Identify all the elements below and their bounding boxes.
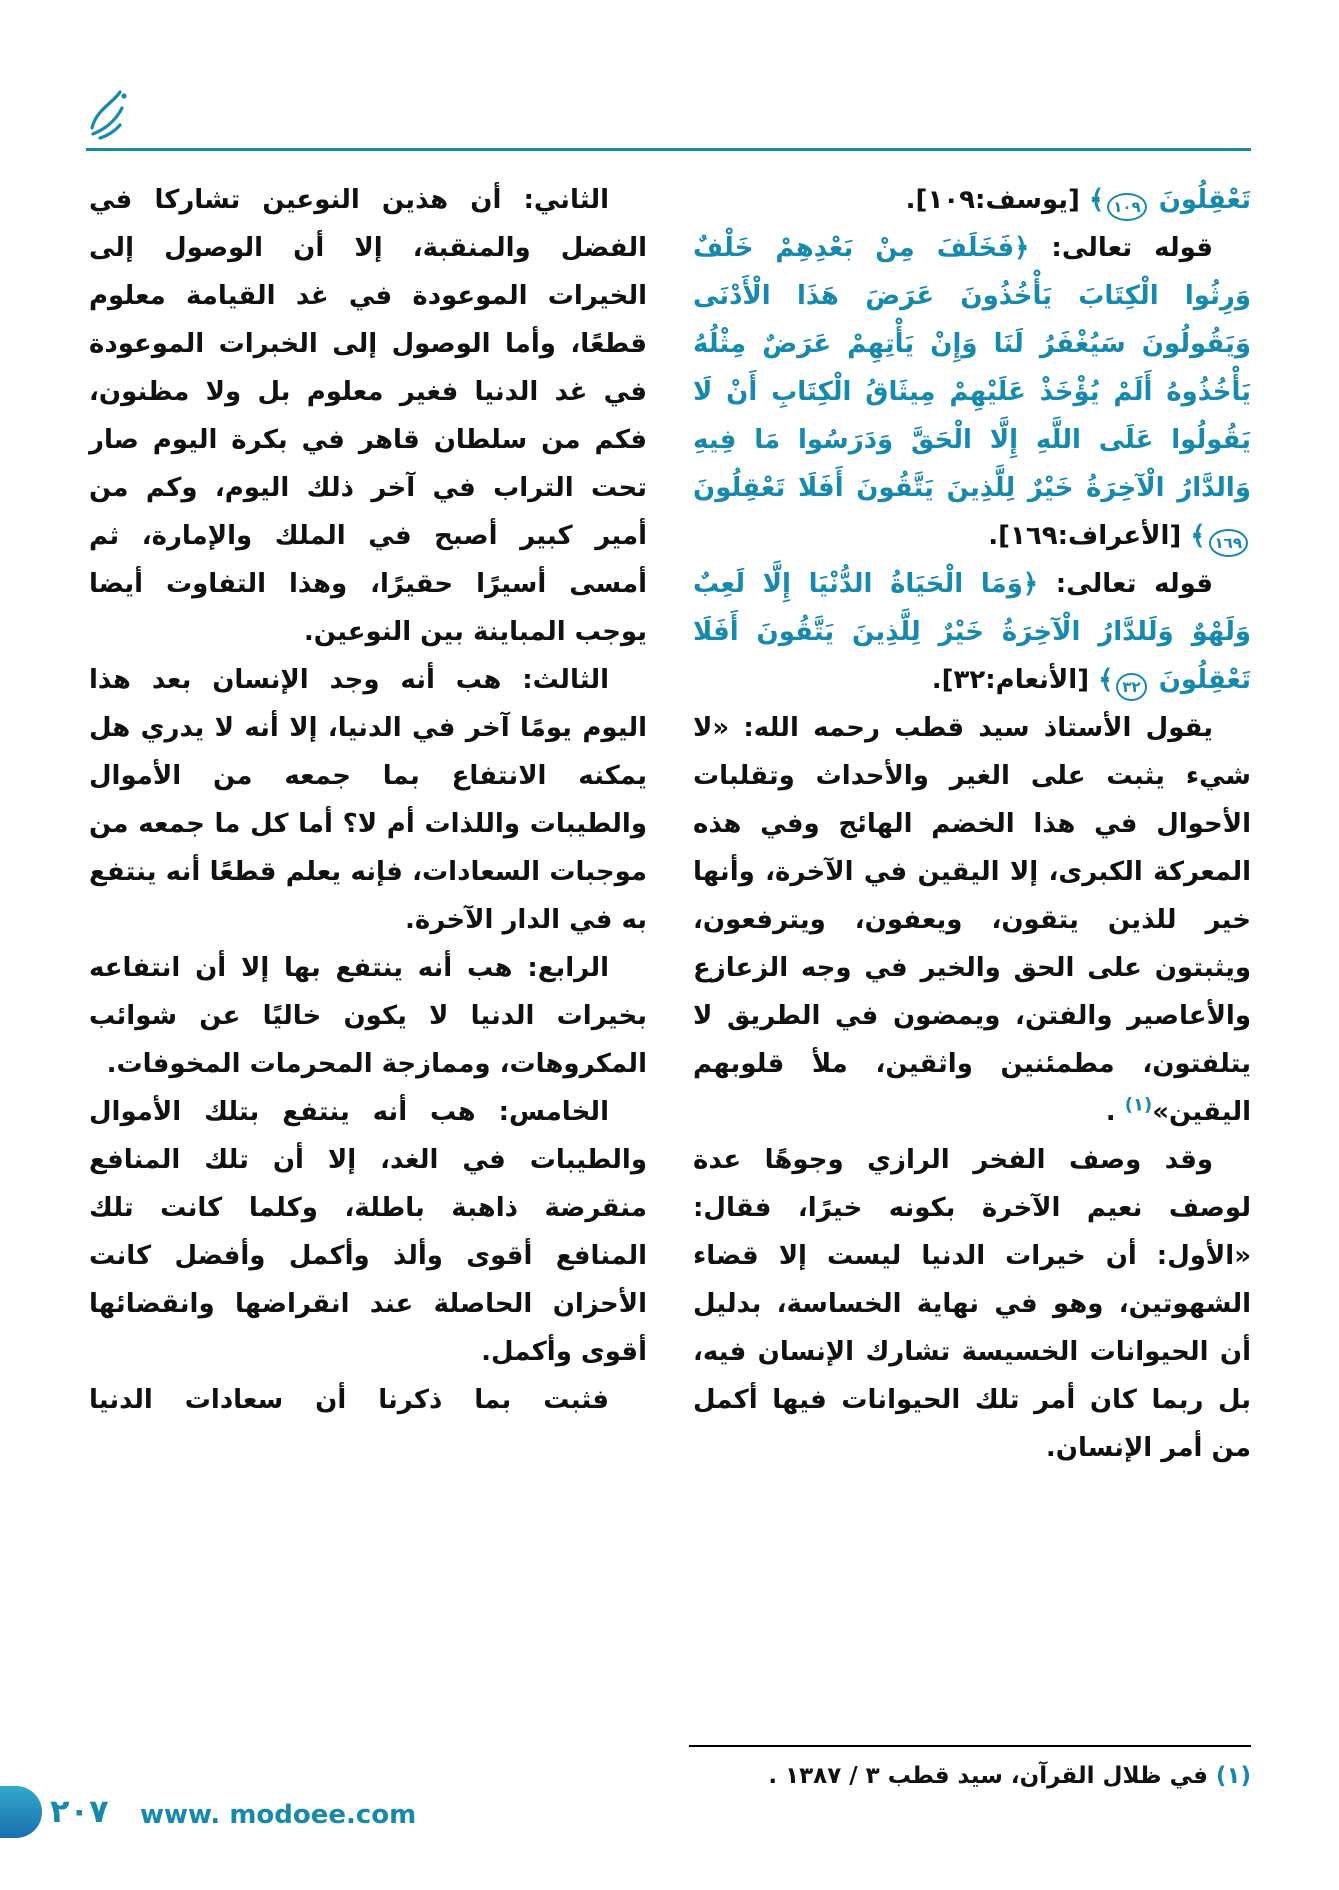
body-text: أن هذين النوعين تشاركا في الفضل والمنقبة، إلا أن الوصول إلى الخيرات الموعودة في غد القيامة معلوم قطعًا، وأما الوصول إلى الخبرات الموعودة في غد الدنيا فغير معلوم بل ولا مظنون، فكم من سلطان قاهر في بكرة اليوم صار تحت التراب في آخر ذلك اليوم، وكم من أمير كبير أصبح في الملك والإمارة، ثم أمسى أسيرًا حقيرًا، وهذا التفاوت أيضا يوجب المباينة بين النوعين. <box>89 185 647 647</box>
body-text: هب أنه ينتفع بها إلا أن انتفاعه بخيرات الدنيا لا يكون خاليًا عن شوائب المكروهات، وممازجة المحرمات المخوفات. <box>89 953 647 1079</box>
ayah-number-badge: ١٦٩ <box>1209 529 1248 557</box>
verse-reference: [الأنعام:٣٢]. <box>931 665 1099 695</box>
paragraph <box>89 1088 647 1376</box>
paragraph <box>693 560 1251 704</box>
quran-verse-text: ﴾ <box>1190 521 1206 551</box>
page-number: ٢٠٧ <box>50 1792 109 1830</box>
speech-intro: قوله تعالى: <box>1038 569 1213 599</box>
paragraph <box>693 1136 1251 1472</box>
quran-verse-text: ﴾ <box>1088 185 1105 215</box>
paragraph <box>89 1376 647 1424</box>
paragraph <box>89 176 647 656</box>
website-url: www. modoee.com <box>140 1800 417 1830</box>
footnote <box>689 1745 1251 1795</box>
footnote-separator <box>689 1745 1251 1747</box>
body-text: فثبت بما ذكرنا أن سعادات الدنيا <box>89 1385 609 1415</box>
column-left <box>89 176 647 1424</box>
speech-intro: قوله تعالى: <box>1029 233 1213 263</box>
calligraphy-ornament-icon <box>84 86 130 142</box>
body-text: . <box>1105 1097 1125 1127</box>
paragraph-lead: الرابع: <box>527 953 609 983</box>
quran-verse-text: ﴿فَخَلَفَ مِنْ بَعْدِهِمْ خَلْفٌ وَرِثُوا الْكِتَابَ يَأْخُذُونَ عَرَضَ هَذَا الْأَدْنَى وَيَقُولُونَ سَيُغْفَرُ لَنَا وَإِنْ يَأْتِهِمْ عَرَضٌ مِثْلُهُ يَأْخُذُوهُ أَلَمْ يُؤْخَذْ عَلَيْهِمْ مِيثَاقُ الْكِتَابِ أَنْ لَا يَقُولُوا عَلَى اللَّهِ إِلَّا الْحَقَّ وَدَرَسُوا مَا فِيهِ وَالدَّارُ الْآخِرَةُ خَيْرٌ لِلَّذِينَ يَتَّقُونَ أَفَلَا تَعْقِلُونَ <box>693 233 1251 503</box>
footnote-reference-marker: (١) <box>1124 1094 1153 1116</box>
paragraph <box>693 224 1251 560</box>
paragraph <box>693 704 1251 1136</box>
paragraph <box>693 176 1251 224</box>
quran-verse-text: ﴾ <box>1098 665 1114 695</box>
body-text: وقد وصف الفخر الرازي وجوهًا عدة لوصف نعيم الآخرة بكونه خيرًا، فقال: «الأول: أن خيرات الدنيا ليست إلا قضاء الشهوتين، وهو في نهاية الخساسة، بدليل أن الحيوانات الخسيسة تشارك الإنسان فيه، بل ربما كان أمر تلك الحيوانات فيها أكمل من أمر الإنسان. <box>693 1145 1251 1463</box>
footnote-text <box>689 1759 1251 1795</box>
quran-verse-text: تَعْقِلُونَ <box>1149 185 1251 215</box>
footnote-body: في ظلال القرآن، سيد قطب ٣ / ١٣٨٧ . <box>768 1763 1216 1789</box>
quran-verse-text: ﴿وَمَا الْحَيَاةُ الدُّنْيَا إِلَّا لَعِبٌ وَلَهْوٌ وَلَلدَّارُ الْآخِرَةُ خَيْرٌ لِلَّذِينَ يَتَّقُونَ أَفَلَا تَعْقِلُونَ <box>693 569 1251 695</box>
text-columns <box>88 176 1251 1736</box>
paragraph-lead: الثاني: <box>523 185 609 215</box>
footnote-marker: (١) <box>1215 1763 1251 1789</box>
column-right <box>693 176 1251 1472</box>
body-text: هب أنه وجد الإنسان بعد هذا اليوم يومًا آخر في الدنيا، إلا أنه لا يدري هل يمكنه الانتفاع بما جمعه من الأموال والطيبات واللذات أم لا؟ أما كل ما جمعه من موجبات السعادات، فإنه يعلم قطعًا أنه ينتفع به في الدار الآخرة. <box>89 665 647 935</box>
verse-reference: [الأعراف:١٦٩]. <box>988 521 1191 551</box>
body-text: هب أنه ينتفع بتلك الأموال والطيبات في الغد، إلا أن تلك المنافع منقرضة ذاهبة باطلة، وكلما كانت تلك المنافع أقوى وألذ وأكمل وأفضل كانت الأحزان الحاصلة عند انقراضها وانقضائها أقوى وأكمل. <box>89 1097 647 1367</box>
paragraph-lead: الخامس: <box>498 1097 609 1127</box>
paragraph-lead: الثالث: <box>522 665 609 695</box>
page-number-tab <box>0 1786 42 1838</box>
verse-reference: [يوسف:١٠٩]. <box>905 185 1089 215</box>
body-text: يقول الأستاذ سيد قطب رحمه الله: «لا شيء يثبت على الغير والأحداث وتقلبات الأحوال في هذا الخضم الهائج وفي هذه المعركة الكبرى، إلا اليقين في الآخرة، وأنها خير للذين يتقون، ويعفون، ويترفعون، ويثبتون على الحق والخير في وجه الزعازع والأعاصير والفتن، ويمضون في الطريق لا يتلفتون، مطمئنين واثقين، ملأ قلوبهم اليقين» <box>693 713 1251 1127</box>
ayah-number-badge: ١٠٩ <box>1107 193 1146 221</box>
paragraph <box>89 656 647 944</box>
ayah-number-badge: ٣٢ <box>1116 673 1146 701</box>
paragraph <box>89 944 647 1088</box>
header-rule <box>86 148 1251 151</box>
